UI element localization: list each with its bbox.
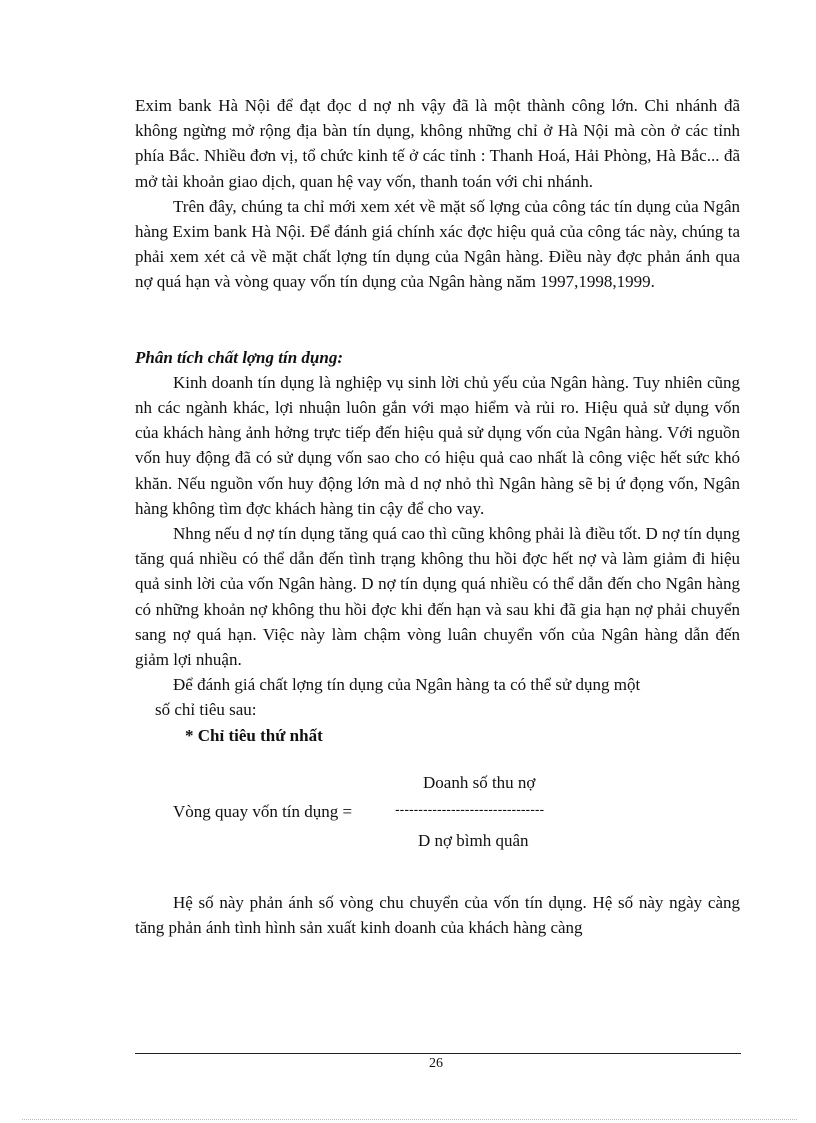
paragraph-5-line-2: số chỉ tiêu sau:: [155, 700, 257, 720]
paragraph-1: Exim bank Hà Nội để đạt đọc d nợ nh vậy đã là một thành công lớn. Chi nhánh đã không ngừng mở rộng địa bàn tín dụng, không những chỉ ở Hà Nội mà còn ở các tỉnh phía Bắc. Nhiều đơn vị, tổ chức kinh tế ở các tỉnh : Thanh Hoá, Hải Phòng, Hà Bắc... đã mở tài khoản giao dịch, quan hệ vay vốn, thanh toán với chi nhánh.: [135, 96, 740, 191]
paragraph-4: Nhng nếu d nợ tín dụng tăng quá cao thì cũng không phải là điều tốt. D nợ tín dụng tăng quá nhiều có thể dẫn đến tình trạng không thu hồi đợc hết nợ và làm giảm đi hiệu quả sinh lời của vốn Ngân hàng. D nợ tín dụng quá nhiều có thể dẫn đến cho Ngân hàng có những khoản nợ không thu hồi đợc khi đến hạn và sau khi đã gia hạn nợ phải chuyển sang nợ quá hạn. Việc này làm chậm vòng luân chuyển vốn của Ngân hàng dẫn đến giảm lợi nhuận.: [135, 524, 740, 670]
page-body: [135, 93, 740, 940]
paragraph-6: Hệ số này phản ánh số vòng chu chuyển của vốn tín dụng. Hệ số này ngày càng tăng phản ánh tình hình sản xuất kinh doanh của khách hàng càng: [135, 892, 740, 938]
page-number: 26: [429, 1056, 443, 1071]
criterion-heading: * Chỉ tiêu thứ nhất: [185, 725, 323, 745]
formula-fraction-bar: --------------------------------: [395, 800, 545, 817]
formula-block: [135, 770, 740, 860]
paragraph-2: Trên đây, chúng ta chỉ mới xem xét về mặt số lợng của công tác tín dụng của Ngân hàng Exim bank Hà Nội. Để đánh giá chính xác đợc hiệu quả của công tác này, chúng ta phải xem xét cả về mặt chất lợng tín dụng của Ngân hàng. Điều này đợc phản ánh qua nợ quá hạn và vòng quay vốn tín dụng của Ngân hàng năm 1997,1998,1999.: [135, 196, 740, 292]
paragraph-3: Kinh doanh tín dụng là nghiệp vụ sinh lời chủ yếu của Ngân hàng. Tuy nhiên cũng nh các ngành khác, lợi nhuận luôn gắn với mạo hiểm và rủi ro. Hiệu quả sử dụng vốn của khách hàng ảnh hởng trực tiếp đến hiệu quả sử dụng vốn của Ngân hàng. Với nguồn vốn huy động đã có sử dụng vốn sao cho có hiệu quả cao nhất là công việc hết sức khó khăn. Nếu nguồn vốn huy động lớn mà d nợ nhỏ thì Ngân hàng sẽ bị ứ đọng vốn, Ngân hàng không tìm đợc khách hàng tin cậy để cho vay.: [135, 372, 740, 518]
page-bottom-dotted-line: [22, 1119, 797, 1120]
footer-rule: [135, 1053, 741, 1054]
formula-numerator: Doanh số thu nợ: [423, 772, 536, 792]
section-gap: [135, 295, 740, 345]
formula-denominator: D nợ bìmh quân: [418, 830, 529, 850]
paragraph-5-line-1: Để đánh giá chất lợng tín dụng của Ngân hàng ta có thể sử dụng một: [173, 675, 641, 695]
section-heading: Phân tích chất lợng tín dụng:: [135, 347, 343, 367]
formula-lhs: Vòng quay vốn tín dụng =: [173, 801, 353, 821]
